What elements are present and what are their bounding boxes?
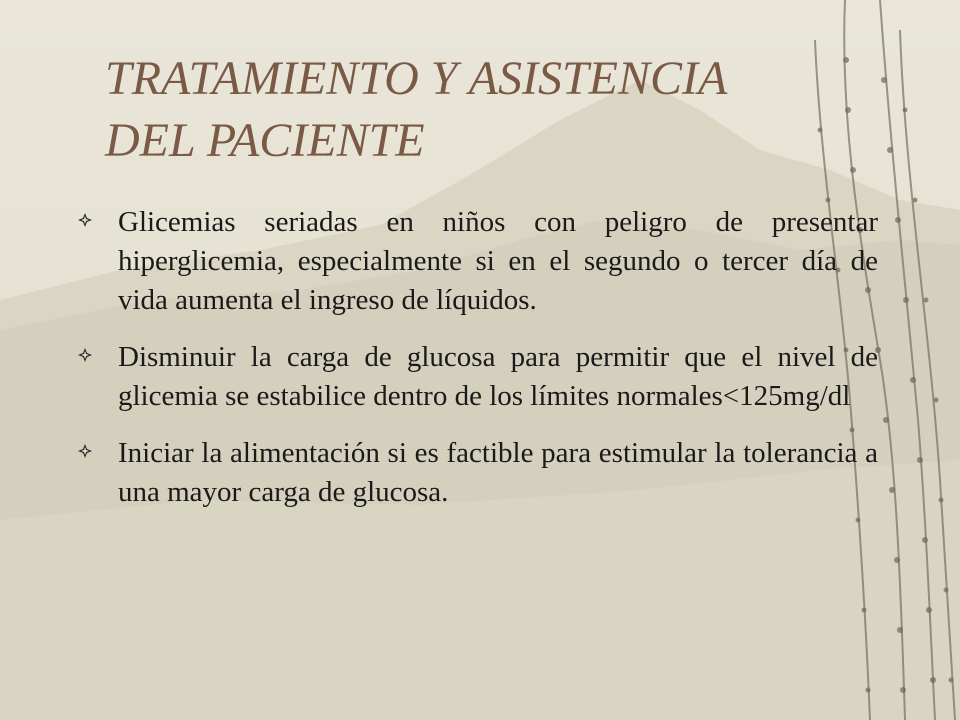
four-diamond-star-icon <box>78 444 92 458</box>
bullet-text: Glicemias seriadas en niños con peligro de presentar hiperglicemia, especialmente si en el segundo o tercer día de vida aumenta el ingreso de líquidos. <box>118 206 878 316</box>
title-line-2: DEL PACIENTE <box>105 114 425 167</box>
bullet-item <box>78 434 878 512</box>
four-diamond-star-icon <box>78 213 92 227</box>
four-diamond-star-icon <box>78 348 92 362</box>
title-line-1: TRATAMIENTO Y ASISTENCIA <box>105 52 728 105</box>
bullet-text: Disminuir la carga de glucosa para permitir que el nivel de glicemia se estabilice dentro de los límites normales<125mg/dl <box>118 341 878 412</box>
slide-title <box>105 48 895 172</box>
bullet-item <box>78 338 878 416</box>
bullet-list <box>78 203 878 530</box>
bullet-text: Iniciar la alimentación si es factible para estimular la tolerancia a una mayor carga de glucosa. <box>118 437 878 508</box>
bullet-item <box>78 203 878 320</box>
